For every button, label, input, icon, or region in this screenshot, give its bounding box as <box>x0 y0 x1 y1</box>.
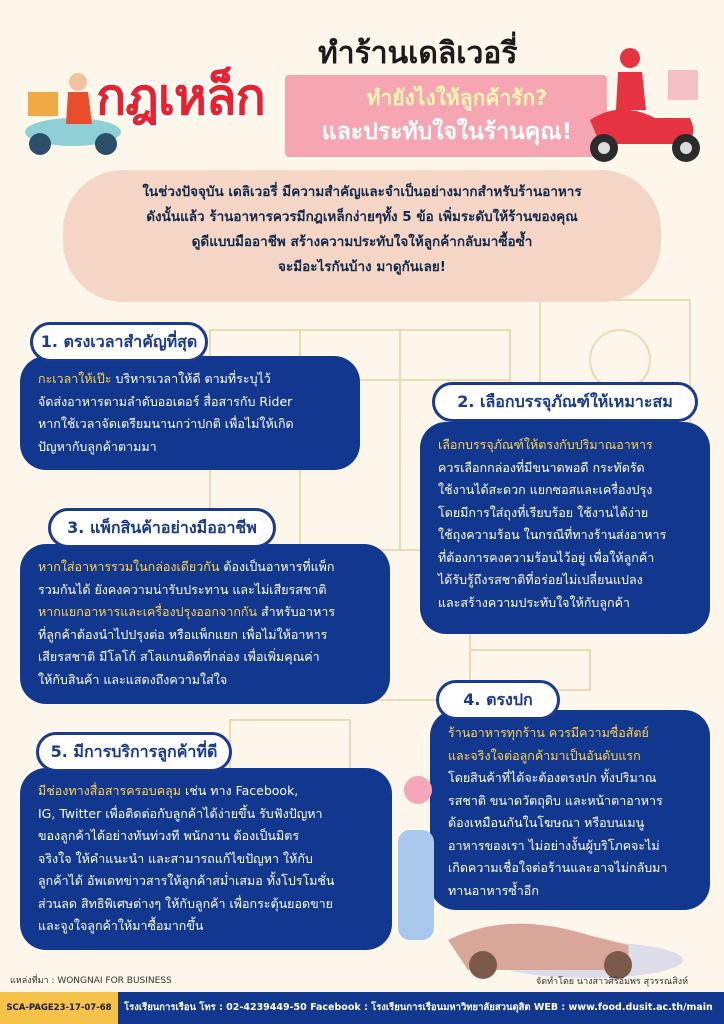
rule-line: จัดส่งอาหารตามลำดับออเดอร์ สื่อสารกับ Rider <box>38 393 293 409</box>
rule-highlight: เลือกบรรจุภัณฑ์ให้ตรงกับปริมาณอาหาร <box>438 437 653 452</box>
rule-line: ควรเลือกกล่องที่มีขนาดพอดี กระทัดรัด <box>438 459 645 475</box>
rule-line: และสร้างความประทับใจให้กับลูกค้า <box>438 594 630 610</box>
rule-1-title: 1. ตรงเวลาสำคัญที่สุด <box>30 322 208 362</box>
rule-highlight: และจริงใจต่อลูกค้ามาเป็นอันดับแรก <box>448 747 641 763</box>
rule-line: ส่วนลด สิทธิพิเศษต่างๆ ให้กับลูกค้า เพื่อกระตุ้นยอดขาย <box>38 895 334 911</box>
rule-2-box <box>420 422 710 634</box>
rule-line: ที่ต้องการคงความร้อนไว้อยู่ เพื่อให้ลูกค้า <box>438 549 655 565</box>
rule-line: ที่ลูกค้าต้องนำไปปรุงต่อ หรือแพ็กแยก เพื่อไม่ให้อาหาร <box>38 626 328 642</box>
rule-highlight: หากใส่อาหารรวมในกล่องเดียวกัน <box>38 559 220 574</box>
intro-line: ดังนั้นแล้ว ร้านอาหารควรมีกฎเหล็กง่ายๆทั้ง 5 ข้อ เพิ่มระดับให้ร้านของคุณ <box>146 209 578 225</box>
rule-line: โดยมีการใส่ถุงที่เรียบร้อย ใช้งานได้ง่าย <box>438 504 649 520</box>
rule-line: ต้องเหมือนกันในโฆษณา หรือบนเมนู <box>448 815 645 830</box>
rule-line: ทานอาหารซ้ำอีก <box>448 882 539 898</box>
rule-line: รสชาติ ขนาดวัตถุดิบ และหน้าตาอาหาร <box>448 792 663 808</box>
scooter-rider-right-illustration <box>580 40 720 170</box>
rule-line: หากใส่อาหารรวมในกล่องเดียวกัน ต้องเป็นอาหารที่แพ็ก <box>38 559 335 574</box>
rule-3-box <box>20 544 390 704</box>
rule-highlight: มีช่องทางสื่อสารครอบคลุม <box>38 783 181 798</box>
rule-line: โดยสินค้าที่ได้จะต้องตรงปก ทั้งปริมาณ <box>448 770 657 785</box>
source-credit: แหล่งที่มา : WONGNAI FOR BUSINESS <box>10 976 172 986</box>
rule-line: หากแยกอาหารและเครื่องปรุงออกจากกัน สำหรับอาหาร <box>38 604 336 619</box>
intro-text <box>75 180 649 280</box>
rule-5-title: 5. มีการบริการลูกค้าที่ดี <box>36 732 232 772</box>
intro-line: ในช่วงปัจจุบัน เดลิเวอรี่ มีความสำคัญและจำเป็นอย่างมากสำหรับร้านอาหาร <box>142 184 582 200</box>
headline-delivery: ทำร้านเดลิเวอรี่ <box>318 36 518 71</box>
rule-highlight: กะเวลาให้เป๊ะ <box>38 371 112 386</box>
rule-line: ลูกค้าได้ อัพเดทข่าวสารให้ลูกค้าสม่ำเสมอ ทั้งโปรโมชั่น <box>38 873 335 888</box>
rule-line: ใช้ถุงความร้อน ในกรณีที่ทางร้านส่งอาหาร <box>438 527 667 542</box>
rule-line: และจูงใจลูกค้าให้มาซื้อมากขึ้น <box>38 918 204 933</box>
scooter-delivery-illustration <box>388 770 688 985</box>
rule-line: หากใช้เวลาจัดเตรียมนานกว่าปกติ เพื่อไม่ให้เกิด <box>38 416 294 431</box>
rule-line: ของลูกค้าได้อย่างทันท่วงที พนักงาน ต้องเป็นมิตร <box>38 828 300 843</box>
rule-4-title: 4. ตรงปก <box>436 680 560 720</box>
rule-line: IG, Twitter เพื่อติดต่อกับลูกค้าได้ง่ายขึ้น รับฟังปัญหา <box>38 805 323 821</box>
rule-3-title: 3. แพ็กสินค้าอย่างมืออาชีพ <box>48 508 276 548</box>
rule-line: กะเวลาให้เป๊ะ บริหารเวลาให้ดี ตามที่ระบุไว้ <box>38 371 271 386</box>
rule-line: ได้รับรู้ถึงรสชาติที่อร่อยไม่เปลี่ยนแปลง <box>438 572 643 587</box>
rule-highlight: หากแยกอาหารและเครื่องปรุงออกจากกัน <box>38 604 258 619</box>
intro-line: จะมีอะไรกันบ้าง มาดูกันเลย! <box>278 259 446 275</box>
headline-iron-rules: กฎเหล็ก <box>96 68 265 126</box>
author-credit: จัดทำโดย นางสาวศิริอัมพร สุวรรณสิงห์ <box>536 977 689 987</box>
rule-1-box <box>20 356 360 470</box>
footer-contact: โรงเรียนการเรือน โทร : 02-4239449-50 Facebook : โรงเรียนการเรือนมหาวิทยาลัยสวนดุสิต WEB : www.food.dusit.ac.th/main <box>124 1002 713 1013</box>
rule-highlight: ร้านอาหารทุกร้าน ควรมีความซื่อสัตย์ <box>448 725 649 740</box>
rule-line: รวมกันได้ ยังคงความน่ารับประทาน และไม่เสียรสชาติ <box>38 581 327 597</box>
subtitle-line-1: ทำยังไงให้ลูกค้ารัก? <box>366 86 548 110</box>
rule-line: เกิดความเชื่อใจต่อร้านและอาจไม่กลับมา <box>448 860 668 875</box>
subtitle-line-2: และประทับใจในร้านคุณ! <box>321 119 573 145</box>
rule-line: มีช่องทางสื่อสารครอบคลุม เช่น ทาง Facebook, <box>38 783 299 798</box>
rule-5-box <box>20 768 392 950</box>
rule-line: ใช้งานได้สะดวก แยกซอสและเครื่องปรุง <box>438 482 653 497</box>
intro-line: ดูดีแบบมืออาชีพ สร้างความประทับใจให้ลูกค้ากลับมาซื้อซ้ำ <box>191 234 533 250</box>
rule-line: ให้กับสินค้า และแสดงถึงความใส่ใจ <box>38 671 228 687</box>
rule-line: จริงใจ ให้คำแนะนำ และสามารถแก้ไขปัญหา ให้กับ <box>38 850 313 866</box>
rule-2-title: 2. เลือกบรรจุภัณฑ์ให้เหมาะสม <box>432 382 698 422</box>
rule-line: ปัญหากับลูกค้าตามมา <box>38 438 157 454</box>
rule-line: เสียรสชาติ มีโลโก้ สโลแกนติดที่กล่อง เพื่อเพิ่มคุณค่า <box>38 649 320 664</box>
footer-code: SCA-PAGE23-17-07-68 <box>0 992 118 1024</box>
rule-line: อาหารของเรา ไม่อย่างงั้นผู้บริโภคจะไม่ <box>448 837 660 853</box>
